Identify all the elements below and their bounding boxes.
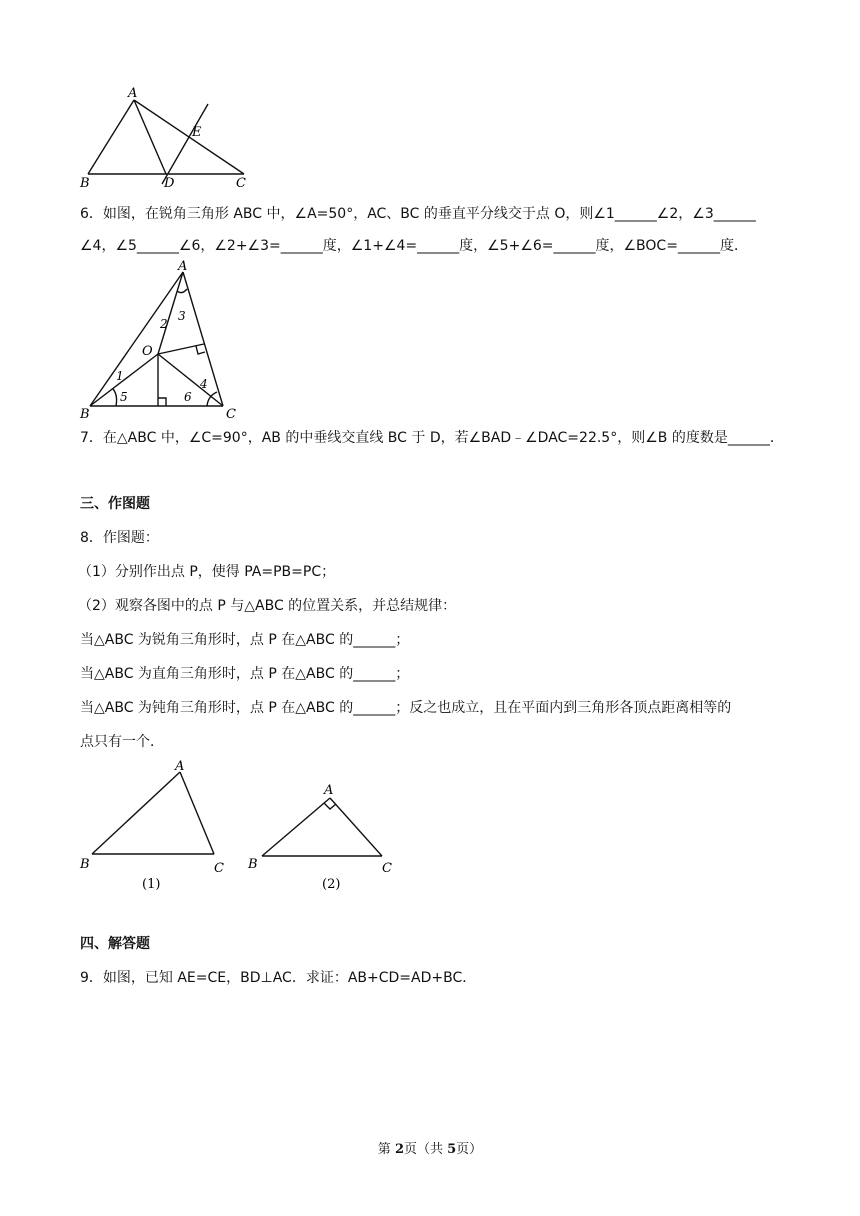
footer-middle: 页（共: [403, 1142, 448, 1157]
label-A: A: [175, 759, 185, 774]
q7-text: 7．在△ABC 中，∠C=90°，AB 的中垂线交直线 BC 于 D，若∠BAD﹣∠DAC=22.5°，则∠B 的度数是______．: [80, 430, 784, 446]
angle-label-5: 5: [120, 390, 128, 404]
label-B: B: [248, 857, 258, 872]
angle-label-3: 3: [178, 309, 186, 323]
figure-q8-1: [76, 754, 236, 894]
footer-total-pages: 5: [447, 1142, 457, 1157]
q6-text-line1: 6．如图，在锐角三角形 ABC 中，∠A=50°，AC、BC 的垂直平分线交于点 O，则∠1______∠2，∠3______: [80, 206, 756, 222]
label-O: O: [142, 344, 153, 359]
label-B: B: [80, 176, 90, 191]
figure-triangle-o: [78, 258, 248, 424]
section-3-title: 三、作图题: [80, 496, 150, 512]
angle-label-4: 4: [200, 377, 208, 391]
q8-right: 当△ABC 为直角三角形时，点 P 在△ABC 的______；: [80, 666, 410, 682]
q8-intro: 8．作图题：: [80, 530, 159, 546]
figure-q8-2: [244, 778, 404, 894]
angle-label-6: 6: [184, 390, 192, 404]
label-E: E: [192, 125, 202, 140]
label-C: C: [236, 176, 246, 191]
label-C: C: [214, 861, 224, 876]
footer-prefix: 第: [377, 1142, 395, 1157]
q8-obtuse: 当△ABC 为钝角三角形时，点 P 在△ABC 的______；反之也成立，且在平面内到三角形各顶点距离相等的: [80, 700, 732, 716]
angle-label-2: 2: [160, 317, 168, 331]
label-A: A: [128, 86, 138, 101]
section-4-title: 四、解答题: [80, 936, 150, 952]
label-B: B: [80, 857, 90, 872]
angle-label-1: 1: [116, 369, 124, 383]
caption-2: (2): [322, 877, 341, 892]
label-C: C: [382, 861, 392, 876]
q6-text-line2: ∠4，∠5______∠6，∠2+∠3=______度，∠1+∠4=______度，∠5+∠6=______度，∠BOC=______度．: [80, 238, 748, 254]
page-footer: [0, 1138, 860, 1157]
footer-page-number: 2: [394, 1142, 404, 1157]
footer-suffix: 页）: [456, 1142, 483, 1157]
figure-triangle-abde: [78, 84, 258, 194]
label-B: B: [80, 407, 90, 422]
label-D: D: [164, 176, 175, 191]
q8-part1: （1）分别作出点 P，使得 PA=PB=PC；: [78, 564, 336, 580]
q8-part2: （2）观察各图中的点 P 与△ABC 的位置关系，并总结规律：: [78, 598, 457, 614]
q8-acute: 当△ABC 为锐角三角形时，点 P 在△ABC 的______；: [80, 632, 410, 648]
label-C: C: [226, 407, 236, 422]
label-A: A: [178, 259, 188, 274]
label-A: A: [324, 783, 334, 798]
caption-1: (1): [142, 877, 161, 892]
q9-text: 9．如图，已知 AE=CE，BD⊥AC．求证：AB+CD=AD+BC．: [80, 970, 477, 986]
q8-obtuse-cont: 点只有一个．: [80, 734, 164, 750]
